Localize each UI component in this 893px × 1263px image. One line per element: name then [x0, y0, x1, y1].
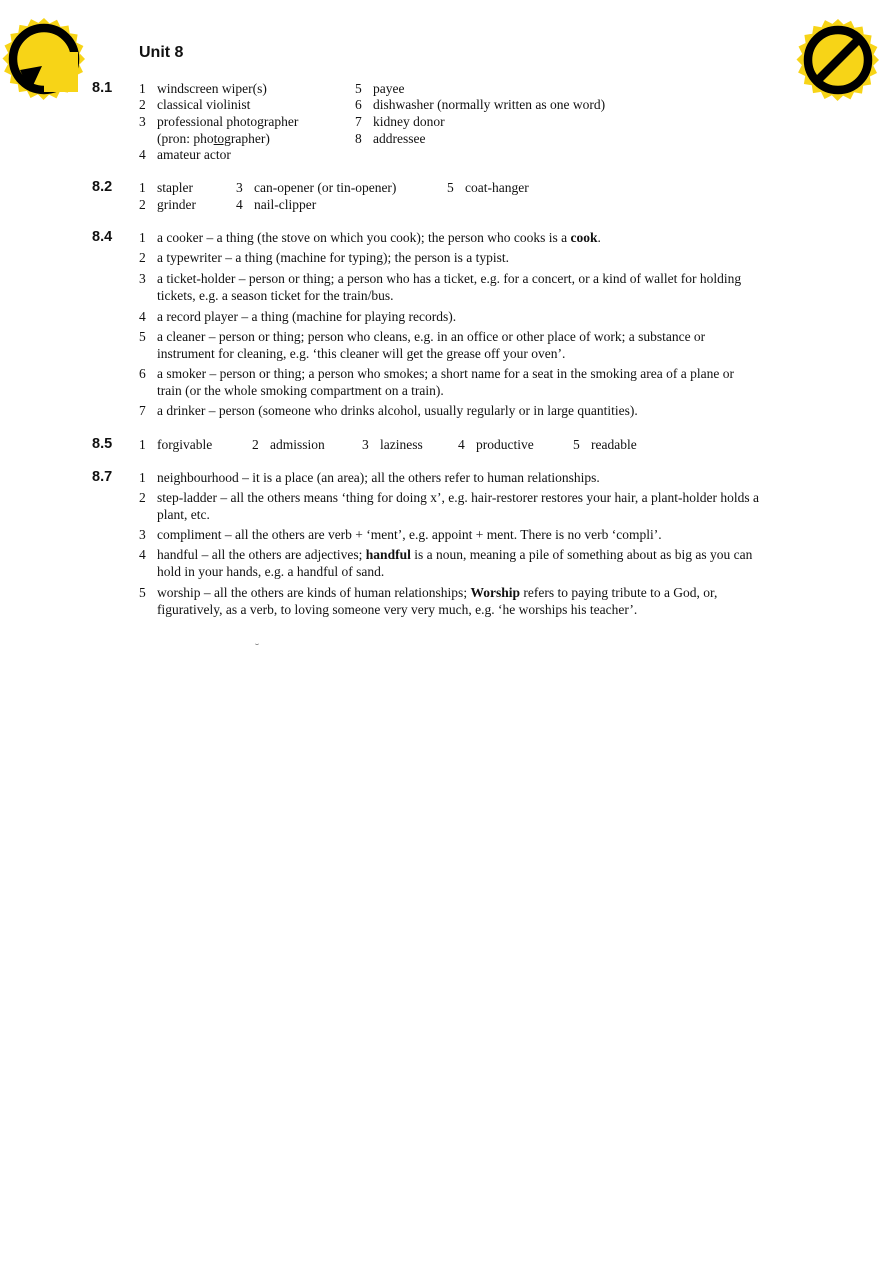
section-number-8-1: 8.1: [92, 80, 113, 96]
answer-8-4-7: 7 a drinker – person (someone who drinks alcohol, usually regularly or in large quantities).: [139, 403, 638, 418]
answer-8-1-1: 1 windscreen wiper(s): [139, 81, 267, 96]
answer-8-4-5: 5 a cleaner – person or thing; person who cleans, e.g. in an office or other place of work; a substance or instrument for cleaning, e.g. ‘this cleaner will get the grease off your oven’.: [139, 329, 706, 361]
answer-8-5-1: 1 forgivable: [139, 437, 213, 452]
answer-8-2-4: 4 nail-clipper: [236, 197, 317, 212]
no-entry-icon: [797, 19, 880, 101]
answer-8-1-8: 8 addressee: [355, 131, 426, 146]
answer-8-2-3: 3 can-opener (or tin-opener): [236, 180, 397, 195]
scan-mark: [255, 642, 259, 645]
section-number-8-5: 8.5: [92, 436, 113, 452]
unit-title: Unit 8: [139, 44, 184, 61]
answer-8-7-5: 5 worship – all the others are kinds of human relationships; Worship refers to paying tribute to a God, or, figuratively, as a verb, to loving someone very very much, e.g. ‘he worships his teacher’.: [139, 585, 718, 617]
answer-8-2-1: 1 stapler: [139, 180, 193, 195]
answer-8-5-4: 4 productive: [458, 437, 534, 452]
answer-8-1-6: 6 dishwasher (normally written as one word): [355, 97, 606, 112]
answer-8-7-3: 3 compliment – all the others are verb + ‘ment’, e.g. appoint + ment. There is no verb ‘compli’.: [139, 527, 662, 542]
section-number-8-2: 8.2: [92, 179, 113, 195]
answer-8-2-2: 2 grinder: [139, 197, 196, 212]
answer-8-5-5: 5 readable: [573, 437, 637, 452]
answer-8-1-4: 4 amateur actor: [139, 147, 231, 162]
back-arrow-icon: [3, 18, 86, 100]
section-number-8-7: 8.7: [92, 469, 113, 485]
answer-8-7-1: 1 neighbourhood – it is a place (an area); all the others refer to human relationships.: [139, 470, 600, 485]
pronunciation-note: (pron: photographer): [157, 131, 270, 146]
answer-8-7-4: 4 handful – all the others are adjectives; handful is a noun, meaning a pile of something about as big as you can hold in your hands, e.g. a handful of sand.: [139, 547, 753, 579]
answer-8-1-3: 3 professional photographer: [139, 114, 299, 129]
answer-8-1-5: 5 payee: [355, 81, 405, 96]
answer-8-4-6: 6 a smoker – person or thing; a person who smokes; a short name for a seat in the smoking area of a plane or train (or the whole smoking compartment on a train).: [139, 366, 734, 398]
answer-8-4-3: 3 a ticket-holder – person or thing; a person who has a ticket, e.g. for a concert, or a kind of wallet for holding tickets, e.g. a season ticket for the train/bus.: [139, 271, 742, 303]
answer-8-1-7: 7 kidney donor: [355, 114, 445, 129]
back-button[interactable]: [0, 6, 98, 114]
answer-8-5-3: 3 laziness: [362, 437, 423, 452]
answer-8-5-2: 2 admission: [252, 437, 325, 452]
answer-8-4-2: 2 a typewriter – a thing (machine for typing); the person is a typist.: [139, 250, 510, 265]
answer-8-4-4: 4 a record player – a thing (machine for playing records).: [139, 309, 457, 324]
answer-8-1-2: 2 classical violinist: [139, 97, 251, 112]
stop-button[interactable]: [784, 7, 892, 115]
answer-8-7-2: 2 step-ladder – all the others means ‘thing for doing x’, e.g. hair-restorer restores your hair, a plant-holder holds a plant, etc.: [139, 490, 759, 522]
answer-8-2-5: 5 coat-hanger: [447, 180, 529, 195]
answer-8-4-1: 1 a cooker – a thing (the stove on which you cook); the person who cooks is a cook.: [139, 230, 601, 245]
section-number-8-4: 8.4: [92, 229, 113, 245]
